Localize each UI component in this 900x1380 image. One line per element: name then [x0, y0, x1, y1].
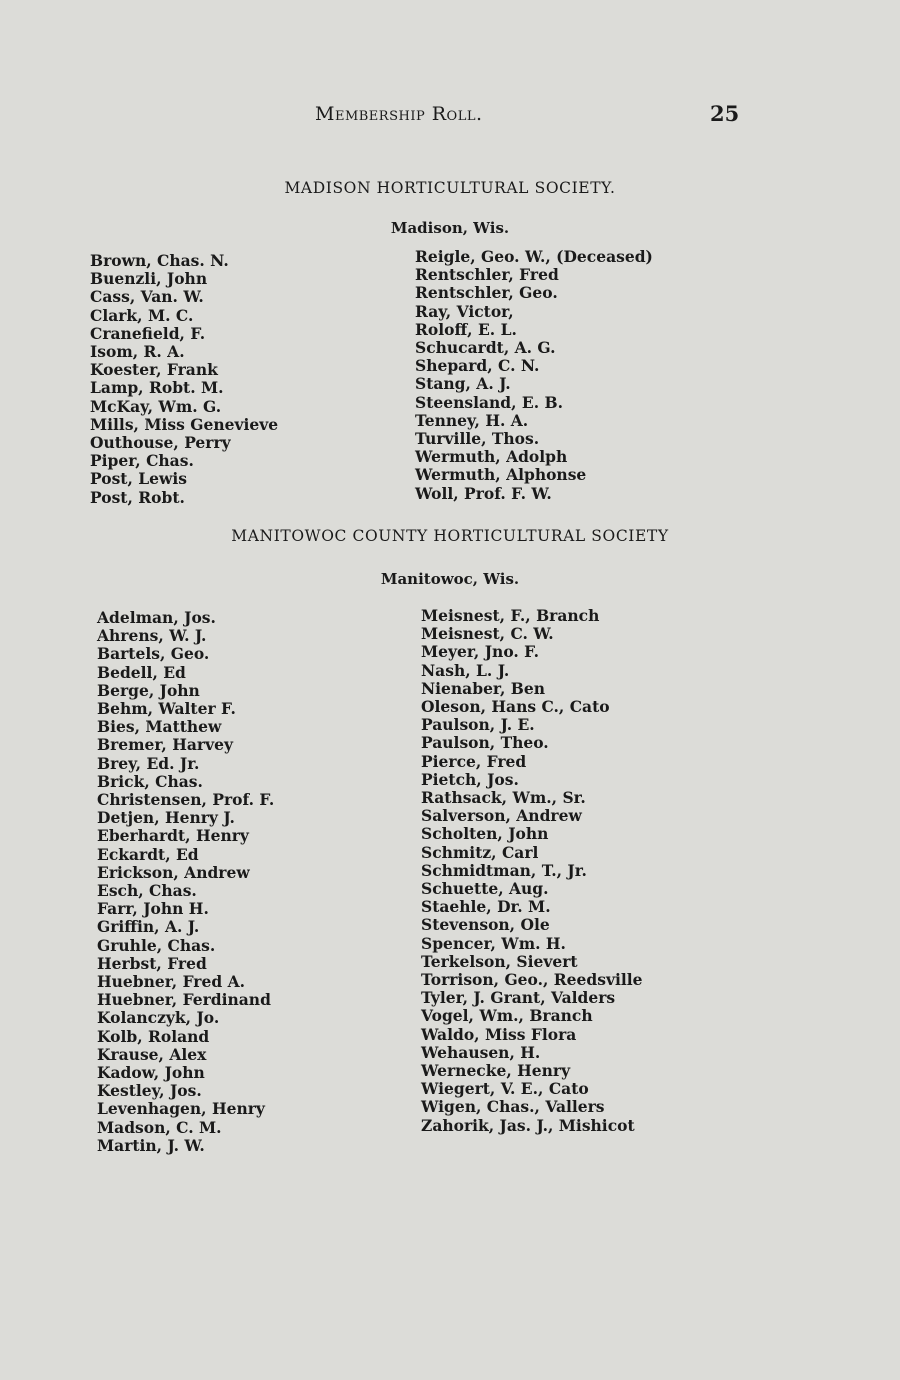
list-item: Piper, Chas. [90, 451, 194, 471]
list-item: Levenhagen, Henry [97, 1099, 265, 1119]
list-item: Wermuth, Adolph [415, 447, 568, 467]
list-item: McKay, Wm. G. [90, 396, 222, 416]
list-item: Brick, Chas. [97, 771, 203, 791]
list-item: Vogel, Wm., Branch [421, 1006, 593, 1026]
list-item: Brown, Chas. N. [90, 251, 229, 270]
list-item: Nienaber, Ben [421, 678, 545, 698]
list-item: Steensland, E. B. [415, 392, 564, 412]
list-item: Post, Robt. [90, 487, 185, 507]
list-item: Berge, John [97, 680, 200, 700]
list-item: Griffin, A. J. [97, 917, 200, 937]
list-item: Bies, Matthew [97, 717, 222, 737]
list-item: Behm, Walter F. [97, 699, 236, 719]
list-item: Herbst, Fred [97, 953, 207, 973]
list-item: Cass, Van. W. [90, 287, 204, 307]
list-item: Kestley, Jos. [97, 1081, 202, 1101]
list-item: Farr, John H. [97, 899, 209, 919]
list-item: Spencer, Wm. H. [421, 933, 566, 953]
list-item: Tyler, J. Grant, Valders [421, 988, 616, 1008]
list-item: Zahorik, Jas. J., Mishicot [421, 1115, 635, 1135]
list-item: Meisnest, F., Branch [421, 606, 600, 625]
madison-left-column [90, 252, 278, 507]
list-item: Martin, J. W. [97, 1135, 205, 1155]
list-item: Ray, Victor, [415, 301, 514, 321]
list-item: Staehle, Dr. M. [421, 897, 551, 917]
list-item: Ahrens, W. J. [97, 626, 207, 646]
list-item: Wigen, Chas., Vallers [421, 1097, 605, 1117]
list-item: Turville, Thos. [415, 429, 540, 449]
list-item: Paulson, Theo. [421, 733, 549, 753]
list-item: Schucardt, A. G. [415, 338, 556, 358]
manitowoc-right-column [421, 607, 643, 1135]
list-item: Reigle, Geo. W., (Deceased) [415, 247, 653, 266]
list-item: Scholten, John [421, 824, 549, 844]
list-item: Stevenson, Ole [421, 915, 550, 935]
list-item: Lamp, Robt. M. [90, 378, 224, 398]
list-item: Detjen, Henry J. [97, 808, 235, 828]
list-item: Bremer, Harvey [97, 735, 233, 755]
list-item: Rathsack, Wm., Sr. [421, 788, 586, 808]
list-item: Christensen, Prof. F. [97, 790, 275, 810]
section-location-manitowoc: Manitowoc, Wis. [380, 570, 520, 588]
list-item: Oleson, Hans C., Cato [421, 697, 610, 717]
list-item: Roloff, E. L. [415, 319, 517, 339]
list-item: Woll, Prof. F. W. [415, 483, 552, 503]
section-title-manitowoc: MANITOWOC COUNTY HORTICULTURAL SOCIETY [231, 527, 669, 545]
list-item: Wehausen, H. [421, 1042, 541, 1062]
list-item: Adelman, Jos. [97, 608, 216, 627]
list-item: Esch, Chas. [97, 881, 197, 901]
list-item: Clark, M. C. [90, 305, 194, 325]
list-item: Schuette, Aug. [421, 879, 549, 899]
list-item: Paulson, J. E. [421, 715, 535, 735]
list-item: Huebner, Fred A. [97, 972, 245, 992]
list-item: Madson, C. M. [97, 1117, 222, 1137]
page-number: 25 [710, 101, 740, 126]
list-item: Brey, Ed. Jr. [97, 753, 200, 773]
running-title: Membership Roll. [315, 103, 483, 125]
list-item: Pietch, Jos. [421, 769, 519, 789]
list-item: Mills, Miss Genevieve [90, 414, 279, 434]
list-item: Isom, R. A. [90, 342, 185, 362]
list-item: Eberhardt, Henry [97, 826, 249, 846]
list-item: Erickson, Andrew [97, 862, 250, 882]
list-item: Buenzli, John [90, 269, 208, 289]
section-title-madison: MADISON HORTICULTURAL SOCIETY. [284, 179, 616, 197]
list-item: Terkelson, Sievert [421, 951, 578, 971]
list-item: Shepard, C. N. [415, 356, 540, 376]
list-item: Outhouse, Perry [90, 433, 231, 453]
list-item: Kadow, John [97, 1063, 205, 1083]
list-item: Pierce, Fred [421, 751, 527, 771]
list-item: Meyer, Jno. F. [421, 642, 540, 662]
list-item: Stang, A. J. [415, 374, 511, 394]
manitowoc-left-column [97, 609, 274, 1155]
list-item: Kolb, Roland [97, 1026, 210, 1046]
list-item: Tenney, H. A. [415, 410, 529, 430]
list-item: Salverson, Andrew [421, 806, 582, 826]
list-item: Krause, Alex [97, 1044, 207, 1064]
list-item: Bedell, Ed [97, 662, 186, 682]
list-item: Cranefield, F. [90, 323, 206, 343]
madison-right-column [415, 248, 653, 503]
list-item: Torrison, Geo., Reedsville [421, 970, 643, 990]
list-item: Wernecke, Henry [421, 1061, 571, 1081]
list-item: Koester, Frank [90, 360, 218, 380]
list-item: Schmidtman, T., Jr. [421, 860, 587, 880]
list-item: Gruhle, Chas. [97, 935, 216, 955]
section-location-madison: Madison, Wis. [390, 219, 510, 237]
list-item: Bartels, Geo. [97, 644, 210, 664]
list-item: Eckardt, Ed [97, 844, 199, 864]
list-item: Wermuth, Alphonse [415, 465, 587, 485]
list-item: Rentschler, Geo. [415, 283, 558, 303]
list-item: Waldo, Miss Flora [421, 1024, 577, 1044]
list-item: Post, Lewis [90, 469, 187, 489]
list-item: Rentschler, Fred [415, 265, 559, 285]
list-item: Huebner, Ferdinand [97, 990, 271, 1010]
list-item: Meisnest, C. W. [421, 624, 554, 644]
list-item: Nash, L. J. [421, 660, 510, 680]
list-item: Schmitz, Carl [421, 842, 539, 862]
list-item: Kolanczyk, Jo. [97, 1008, 220, 1028]
list-item: Wiegert, V. E., Cato [421, 1079, 589, 1099]
